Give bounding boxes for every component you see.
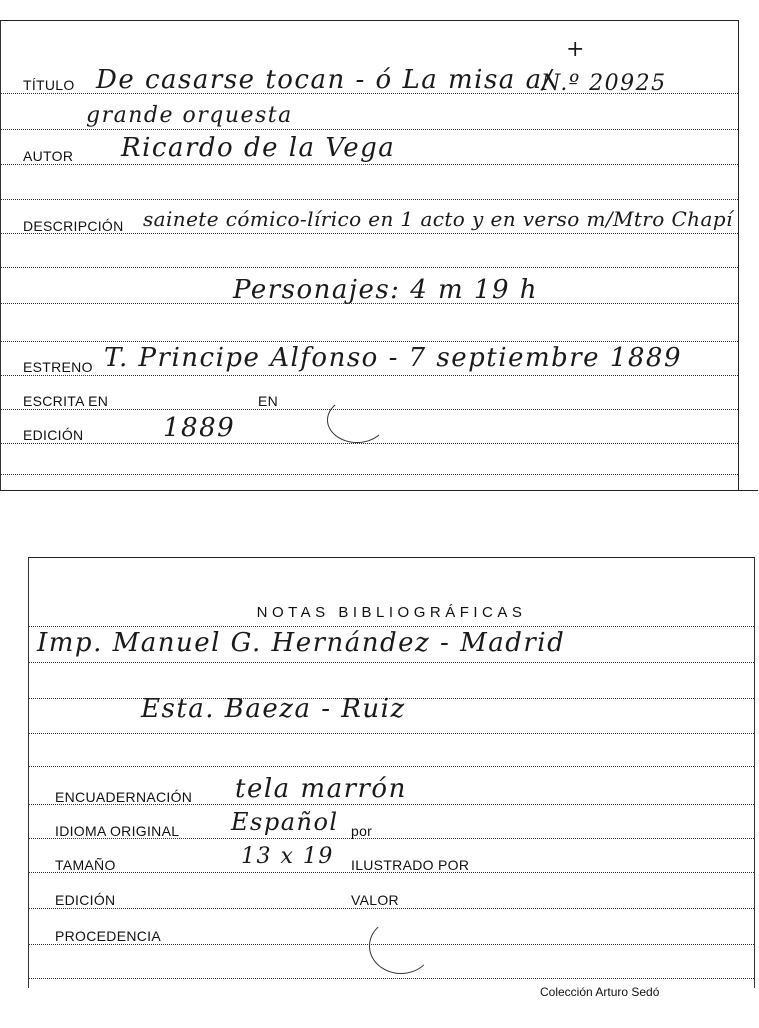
rule-line [29,626,754,627]
rule-line [29,766,754,767]
rule-line [29,978,754,979]
por-label: por [351,823,373,839]
rule-line [1,375,738,376]
establecimiento-value: Esta. Baeza - Ruiz [141,694,406,724]
edicion-value: 1889 [163,413,236,443]
escrita-en-label: ESCRITA EN [23,393,109,409]
rule-line [1,443,738,444]
descripcion-label: DESCRIPCIÓN [23,218,124,234]
rule-line [1,164,738,165]
rule-line [1,341,738,342]
titulo-number-mark: + [566,37,586,62]
ink-stamp [327,397,387,443]
autor-label: AUTOR [23,148,74,164]
rule-line [1,199,738,200]
encuadernacion-label: ENCUADERNACIÓN [55,789,193,805]
procedencia-label: PROCEDENCIA [55,928,161,944]
rule-line [1,267,738,268]
autor-value: Ricardo de la Vega [121,133,396,163]
titulo-number: N.º 20925 [541,71,667,96]
rule-line [29,662,754,663]
descripcion-value: sainete cómico-lírico en 1 acto y en verso m/Mtro Chapí [143,207,733,231]
rule-line [1,129,738,130]
rule-line [29,733,754,734]
bibliographic-notes-card [28,557,755,988]
rule-line [29,908,754,909]
collection-credit: Colección Arturo Sedó [540,985,660,999]
imprenta-value: Imp. Manuel G. Hernández - Madrid [37,628,566,658]
idioma-value: Español [231,808,339,836]
notes-title: NOTAS BIBLIOGRÁFICAS [256,604,527,621]
titulo-value: De casarse tocan - ó La misa a/ [96,65,553,95]
edicion-label: EDICIÓN [55,892,116,908]
valor-label: VALOR [351,892,399,908]
card-bottom-edge [0,490,758,491]
personajes-value: Personajes: 4 m 19 h [233,275,539,305]
ink-stamp [369,918,433,974]
catalog-card-main [0,20,739,491]
en-label: EN [258,393,279,409]
edicion-label: EDICIÓN [23,427,84,443]
estreno-label: ESTRENO [23,359,93,375]
idioma-label: IDIOMA ORIGINAL [55,823,180,839]
rule-line [1,474,738,475]
titulo-continuation: grande orquesta [86,103,293,128]
encuadernacion-value: tela marrón [235,774,407,804]
tamano-value: 13 x 19 [241,844,334,869]
ilustrado-label: ILUSTRADO POR [351,857,470,873]
titulo-label: TÍTULO [23,77,75,93]
estreno-value: T. Principe Alfonso - 7 septiembre 1889 [104,343,683,373]
tamano-label: TAMAÑO [55,857,116,873]
